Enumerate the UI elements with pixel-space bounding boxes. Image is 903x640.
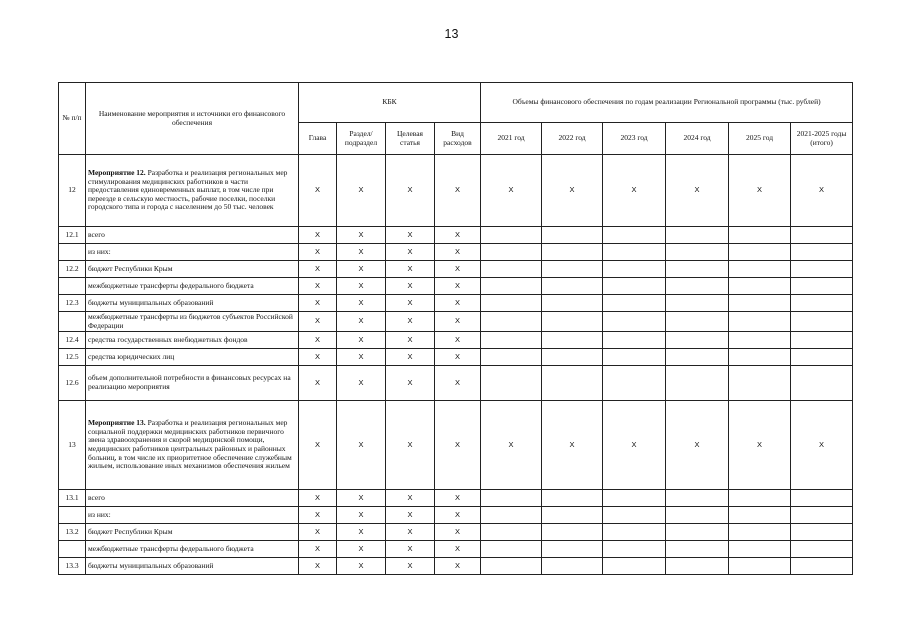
year-cell-empty bbox=[542, 312, 603, 332]
table-row bbox=[59, 295, 853, 312]
row-number: 12.4 bbox=[59, 332, 86, 349]
year-cell: X bbox=[791, 401, 853, 490]
table-row bbox=[59, 507, 853, 524]
kbk-cell: X bbox=[299, 349, 337, 366]
year-cell-empty bbox=[481, 312, 542, 332]
kbk-cell: X bbox=[299, 332, 337, 349]
kbk-cell: X bbox=[386, 401, 435, 490]
kbk-cell: X bbox=[386, 349, 435, 366]
kbk-cell: X bbox=[435, 227, 481, 244]
kbk-cell: X bbox=[299, 541, 337, 558]
header-kbk-statya: Целевая статья bbox=[386, 123, 435, 155]
kbk-cell: X bbox=[337, 349, 386, 366]
header-year-2022: 2022 год bbox=[542, 123, 603, 155]
kbk-cell: X bbox=[386, 332, 435, 349]
table-row bbox=[59, 227, 853, 244]
row-number: 12.6 bbox=[59, 366, 86, 401]
kbk-cell: X bbox=[299, 524, 337, 541]
kbk-cell: X bbox=[386, 155, 435, 227]
year-cell-empty bbox=[729, 490, 791, 507]
table-row bbox=[59, 278, 853, 295]
year-cell-empty bbox=[603, 278, 666, 295]
kbk-cell: X bbox=[337, 401, 386, 490]
year-cell-empty bbox=[791, 558, 853, 575]
kbk-cell: X bbox=[435, 524, 481, 541]
year-cell: X bbox=[542, 401, 603, 490]
year-cell-empty bbox=[729, 507, 791, 524]
kbk-cell: X bbox=[337, 558, 386, 575]
row-name bbox=[86, 155, 299, 227]
kbk-cell: X bbox=[337, 524, 386, 541]
year-cell-empty bbox=[791, 295, 853, 312]
kbk-cell: X bbox=[337, 261, 386, 278]
kbk-cell: X bbox=[299, 244, 337, 261]
kbk-cell: X bbox=[337, 507, 386, 524]
kbk-cell: X bbox=[435, 155, 481, 227]
year-cell-empty bbox=[791, 261, 853, 278]
kbk-cell: X bbox=[386, 227, 435, 244]
row-number: 12 bbox=[59, 155, 86, 227]
year-cell-empty bbox=[603, 366, 666, 401]
kbk-cell: X bbox=[386, 366, 435, 401]
event-row bbox=[59, 401, 853, 490]
year-cell-empty bbox=[791, 312, 853, 332]
kbk-cell: X bbox=[435, 366, 481, 401]
row-name: межбюджетные трансферты из бюджетов субъектов Российской Федерации bbox=[86, 312, 299, 332]
financing-table bbox=[58, 82, 853, 575]
year-cell-empty bbox=[666, 227, 729, 244]
year-cell-empty bbox=[542, 261, 603, 278]
row-name: бюджеты муниципальных образований bbox=[86, 295, 299, 312]
year-cell-empty bbox=[791, 244, 853, 261]
year-cell-empty bbox=[729, 227, 791, 244]
year-cell-empty bbox=[542, 524, 603, 541]
year-cell-empty bbox=[603, 541, 666, 558]
year-cell-empty bbox=[729, 349, 791, 366]
kbk-cell: X bbox=[435, 278, 481, 295]
year-cell-empty bbox=[481, 541, 542, 558]
year-cell-empty bbox=[729, 261, 791, 278]
row-number: 12.3 bbox=[59, 295, 86, 312]
year-cell-empty bbox=[791, 227, 853, 244]
event-title: Мероприятие 13. bbox=[88, 418, 146, 428]
header-year-2021: 2021 год bbox=[481, 123, 542, 155]
header-year-2023: 2023 год bbox=[603, 123, 666, 155]
kbk-cell: X bbox=[299, 227, 337, 244]
year-cell-empty bbox=[791, 332, 853, 349]
row-number: 12.5 bbox=[59, 349, 86, 366]
year-cell-empty bbox=[481, 366, 542, 401]
kbk-cell: X bbox=[299, 295, 337, 312]
row-number bbox=[59, 507, 86, 524]
kbk-cell: X bbox=[299, 261, 337, 278]
year-cell-empty bbox=[666, 558, 729, 575]
kbk-cell: X bbox=[435, 401, 481, 490]
table-row bbox=[59, 558, 853, 575]
year-cell: X bbox=[666, 155, 729, 227]
kbk-cell: X bbox=[337, 312, 386, 332]
year-cell-empty bbox=[603, 312, 666, 332]
year-cell-empty bbox=[481, 261, 542, 278]
kbk-cell: X bbox=[337, 295, 386, 312]
year-cell-empty bbox=[729, 244, 791, 261]
kbk-cell: X bbox=[299, 312, 337, 332]
year-cell-empty bbox=[666, 349, 729, 366]
row-number bbox=[59, 244, 86, 261]
year-cell-empty bbox=[729, 332, 791, 349]
year-cell-empty bbox=[729, 541, 791, 558]
kbk-cell: X bbox=[386, 507, 435, 524]
kbk-cell: X bbox=[435, 261, 481, 278]
kbk-cell: X bbox=[386, 524, 435, 541]
row-name: всего bbox=[86, 227, 299, 244]
event-row bbox=[59, 155, 853, 227]
table-row bbox=[59, 490, 853, 507]
year-cell: X bbox=[603, 155, 666, 227]
row-name: средства юридических лиц bbox=[86, 349, 299, 366]
row-number: 13 bbox=[59, 401, 86, 490]
year-cell-empty bbox=[603, 507, 666, 524]
year-cell-empty bbox=[542, 278, 603, 295]
row-name: межбюджетные трансферты федерального бюджета bbox=[86, 278, 299, 295]
event-text: Разработка и реализация региональных мер стимулирования медицинских работников в части предоставления единовременных выплат, в том числе при переезде в сельскую местность, рабочие поселки, поселки городского типа и города с населением до 50 тыс. человек bbox=[88, 167, 288, 212]
year-cell-empty bbox=[542, 366, 603, 401]
row-number bbox=[59, 541, 86, 558]
table-body bbox=[59, 155, 853, 575]
event-title: Мероприятие 12. bbox=[88, 167, 146, 177]
year-cell: X bbox=[791, 155, 853, 227]
kbk-cell: X bbox=[337, 244, 386, 261]
row-number: 12.1 bbox=[59, 227, 86, 244]
kbk-cell: X bbox=[337, 155, 386, 227]
table-row bbox=[59, 244, 853, 261]
kbk-cell: X bbox=[299, 490, 337, 507]
kbk-cell: X bbox=[435, 244, 481, 261]
row-name bbox=[86, 401, 299, 490]
kbk-cell: X bbox=[386, 541, 435, 558]
kbk-cell: X bbox=[435, 312, 481, 332]
year-cell-empty bbox=[542, 558, 603, 575]
year-cell-empty bbox=[666, 261, 729, 278]
year-cell-empty bbox=[729, 278, 791, 295]
kbk-cell: X bbox=[337, 541, 386, 558]
year-cell-empty bbox=[666, 332, 729, 349]
year-cell-empty bbox=[481, 558, 542, 575]
row-number bbox=[59, 312, 86, 332]
row-name: межбюджетные трансферты федерального бюджета bbox=[86, 541, 299, 558]
year-cell-empty bbox=[481, 295, 542, 312]
year-cell-empty bbox=[791, 366, 853, 401]
year-cell-empty bbox=[791, 349, 853, 366]
row-name: бюджет Республики Крым bbox=[86, 261, 299, 278]
year-cell-empty bbox=[542, 349, 603, 366]
kbk-cell: X bbox=[435, 541, 481, 558]
year-cell-empty bbox=[603, 244, 666, 261]
kbk-cell: X bbox=[337, 490, 386, 507]
row-name: средства государственных внебюджетных фондов bbox=[86, 332, 299, 349]
year-cell-empty bbox=[666, 507, 729, 524]
year-cell-empty bbox=[729, 366, 791, 401]
year-cell-empty bbox=[603, 349, 666, 366]
year-cell-empty bbox=[603, 332, 666, 349]
year-cell-empty bbox=[481, 227, 542, 244]
year-cell-empty bbox=[542, 490, 603, 507]
year-cell: X bbox=[542, 155, 603, 227]
table-row bbox=[59, 524, 853, 541]
header-name: Наименование мероприятия и источники его финансового обеспечения bbox=[86, 83, 299, 155]
year-cell-empty bbox=[729, 312, 791, 332]
kbk-cell: X bbox=[299, 558, 337, 575]
kbk-cell: X bbox=[337, 227, 386, 244]
year-cell-empty bbox=[542, 295, 603, 312]
row-name: объем дополнительной потребности в финансовых ресурсах на реализацию мероприятия bbox=[86, 366, 299, 401]
kbk-cell: X bbox=[299, 401, 337, 490]
row-name: бюджеты муниципальных образований bbox=[86, 558, 299, 575]
year-cell-empty bbox=[666, 312, 729, 332]
kbk-cell: X bbox=[435, 295, 481, 312]
year-cell-empty bbox=[666, 295, 729, 312]
year-cell-empty bbox=[542, 244, 603, 261]
year-cell-empty bbox=[729, 524, 791, 541]
row-number: 13.3 bbox=[59, 558, 86, 575]
row-name: всего bbox=[86, 490, 299, 507]
table-row bbox=[59, 261, 853, 278]
year-cell-empty bbox=[729, 558, 791, 575]
kbk-cell: X bbox=[386, 312, 435, 332]
kbk-cell: X bbox=[386, 261, 435, 278]
header-num: № п/п bbox=[59, 83, 86, 155]
year-cell-empty bbox=[542, 227, 603, 244]
header-year-2025: 2025 год bbox=[729, 123, 791, 155]
year-cell-empty bbox=[791, 490, 853, 507]
year-cell-empty bbox=[791, 507, 853, 524]
year-cell: X bbox=[481, 155, 542, 227]
kbk-cell: X bbox=[299, 507, 337, 524]
year-cell: X bbox=[603, 401, 666, 490]
year-cell-empty bbox=[603, 524, 666, 541]
kbk-cell: X bbox=[435, 558, 481, 575]
year-cell-empty bbox=[791, 541, 853, 558]
year-cell: X bbox=[481, 401, 542, 490]
year-cell-empty bbox=[666, 541, 729, 558]
header-year-total: 2021-2025 годы (итого) bbox=[791, 123, 853, 155]
table-row bbox=[59, 366, 853, 401]
year-cell-empty bbox=[791, 524, 853, 541]
row-number bbox=[59, 278, 86, 295]
row-number: 13.1 bbox=[59, 490, 86, 507]
year-cell: X bbox=[666, 401, 729, 490]
kbk-cell: X bbox=[386, 490, 435, 507]
kbk-cell: X bbox=[386, 295, 435, 312]
year-cell-empty bbox=[481, 278, 542, 295]
year-cell-empty bbox=[603, 227, 666, 244]
year-cell: X bbox=[729, 155, 791, 227]
year-cell-empty bbox=[542, 541, 603, 558]
kbk-cell: X bbox=[299, 366, 337, 401]
year-cell-empty bbox=[481, 332, 542, 349]
row-name: из них: bbox=[86, 507, 299, 524]
year-cell-empty bbox=[791, 278, 853, 295]
kbk-cell: X bbox=[337, 332, 386, 349]
year-cell-empty bbox=[603, 490, 666, 507]
kbk-cell: X bbox=[386, 558, 435, 575]
kbk-cell: X bbox=[435, 349, 481, 366]
row-name: из них: bbox=[86, 244, 299, 261]
kbk-cell: X bbox=[386, 278, 435, 295]
kbk-cell: X bbox=[299, 278, 337, 295]
year-cell-empty bbox=[666, 366, 729, 401]
year-cell-empty bbox=[666, 490, 729, 507]
table-row bbox=[59, 541, 853, 558]
page-number: 13 bbox=[444, 27, 459, 41]
row-name: бюджет Республики Крым bbox=[86, 524, 299, 541]
table-row bbox=[59, 332, 853, 349]
year-cell-empty bbox=[481, 244, 542, 261]
kbk-cell: X bbox=[435, 507, 481, 524]
event-text: Разработка и реализация региональных мер социальной поддержки медицинских работников первичного звена здравоохранения и скорой медицинской помощи, медицинских работников центральных районных и районных больниц, в том числе их приоритетное обеспечение служебным жильем, использование иных механизмов обеспечения жильем bbox=[88, 418, 292, 471]
kbk-cell: X bbox=[337, 278, 386, 295]
table-row bbox=[59, 312, 853, 332]
row-number: 13.2 bbox=[59, 524, 86, 541]
row-number: 12.2 bbox=[59, 261, 86, 278]
header-volumes: Объемы финансового обеспечения по годам реализации Региональной программы (тыс. рублей) bbox=[481, 83, 853, 123]
kbk-cell: X bbox=[435, 490, 481, 507]
year-cell-empty bbox=[729, 295, 791, 312]
header-kbk-razdel: Раздел/ подраздел bbox=[337, 123, 386, 155]
year-cell-empty bbox=[481, 507, 542, 524]
header-year-2024: 2024 год bbox=[666, 123, 729, 155]
year-cell-empty bbox=[481, 349, 542, 366]
year-cell-empty bbox=[542, 332, 603, 349]
year-cell-empty bbox=[542, 507, 603, 524]
table-row bbox=[59, 349, 853, 366]
kbk-cell: X bbox=[299, 155, 337, 227]
kbk-cell: X bbox=[337, 366, 386, 401]
year-cell: X bbox=[729, 401, 791, 490]
year-cell-empty bbox=[666, 278, 729, 295]
header-kbk: КБК bbox=[299, 83, 481, 123]
year-cell-empty bbox=[603, 261, 666, 278]
year-cell-empty bbox=[481, 524, 542, 541]
year-cell-empty bbox=[666, 244, 729, 261]
kbk-cell: X bbox=[386, 244, 435, 261]
kbk-cell: X bbox=[435, 332, 481, 349]
year-cell-empty bbox=[481, 490, 542, 507]
year-cell-empty bbox=[603, 558, 666, 575]
header-kbk-vid: Вид расходов bbox=[435, 123, 481, 155]
year-cell-empty bbox=[603, 295, 666, 312]
year-cell-empty bbox=[666, 524, 729, 541]
header-kbk-glava: Глава bbox=[299, 123, 337, 155]
